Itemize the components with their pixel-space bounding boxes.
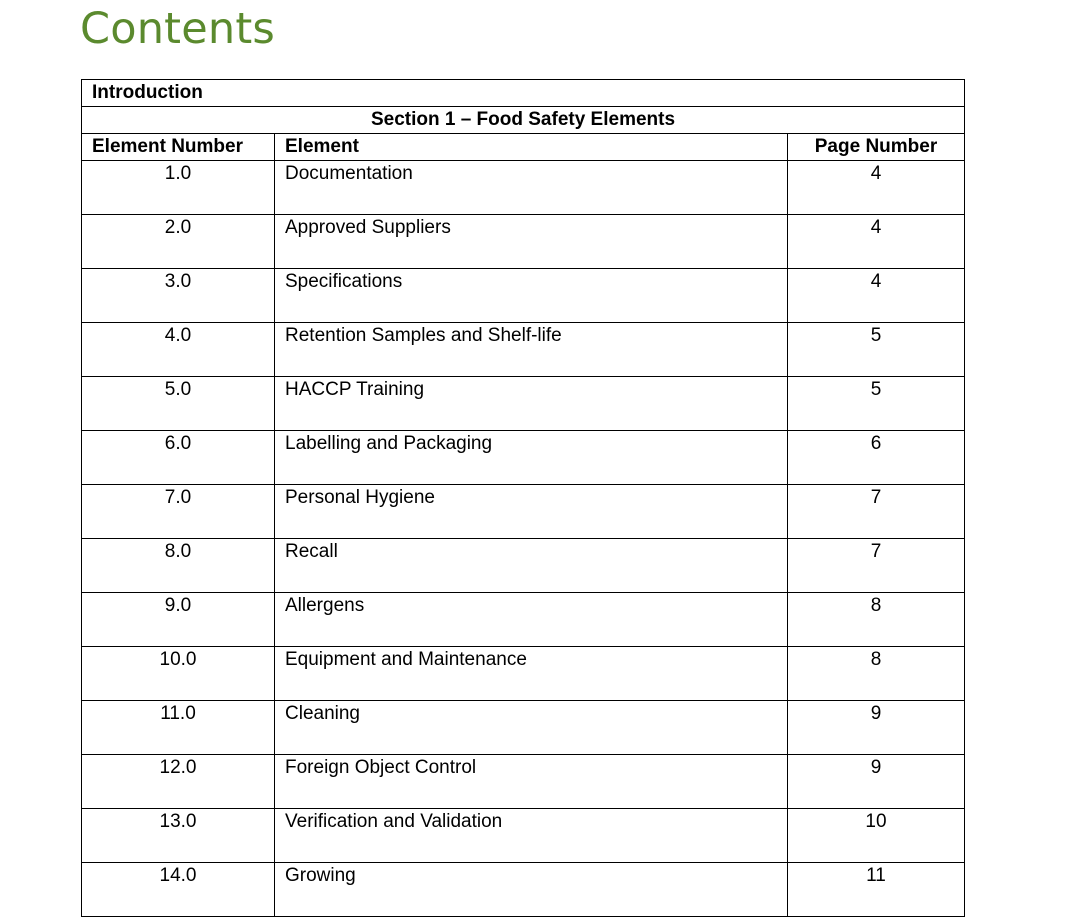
element-name: Documentation (275, 161, 788, 215)
page-number: 7 (788, 539, 965, 593)
element-number: 2.0 (82, 215, 275, 269)
page-number: 7 (788, 485, 965, 539)
page-number: 9 (788, 755, 965, 809)
table-row (82, 593, 965, 647)
column-header-page-number: Page Number (788, 134, 965, 161)
introduction-row (82, 80, 965, 107)
element-name: Foreign Object Control (275, 755, 788, 809)
element-name: Personal Hygiene (275, 485, 788, 539)
page-number: 11 (788, 863, 965, 917)
element-name: Growing (275, 863, 788, 917)
section-title-row (82, 107, 965, 134)
page-number: 6 (788, 431, 965, 485)
element-number: 5.0 (82, 377, 275, 431)
table-row (82, 431, 965, 485)
table-row (82, 863, 965, 917)
page-number: 4 (788, 215, 965, 269)
page-number: 4 (788, 161, 965, 215)
page-number: 8 (788, 593, 965, 647)
column-header-element: Element (275, 134, 788, 161)
page-number: 4 (788, 269, 965, 323)
table-row (82, 377, 965, 431)
column-header-row (82, 134, 965, 161)
element-number: 8.0 (82, 539, 275, 593)
table-row (82, 701, 965, 755)
element-name: Retention Samples and Shelf-life (275, 323, 788, 377)
table-row (82, 269, 965, 323)
table-row (82, 539, 965, 593)
element-name: Labelling and Packaging (275, 431, 788, 485)
page-number: 9 (788, 701, 965, 755)
element-number: 1.0 (82, 161, 275, 215)
introduction-label: Introduction (82, 80, 965, 107)
element-number: 9.0 (82, 593, 275, 647)
element-number: 3.0 (82, 269, 275, 323)
section-title: Section 1 – Food Safety Elements (82, 107, 965, 134)
table-row (82, 161, 965, 215)
table-row (82, 323, 965, 377)
element-name: Approved Suppliers (275, 215, 788, 269)
table-row (82, 647, 965, 701)
element-number: 4.0 (82, 323, 275, 377)
element-number: 10.0 (82, 647, 275, 701)
table-row (82, 215, 965, 269)
table-row (82, 755, 965, 809)
element-number: 7.0 (82, 485, 275, 539)
column-header-element-number: Element Number (82, 134, 275, 161)
page-number: 10 (788, 809, 965, 863)
element-name: Recall (275, 539, 788, 593)
table-row (82, 485, 965, 539)
page-title: Contents (80, 4, 276, 54)
element-name: Specifications (275, 269, 788, 323)
page-number: 8 (788, 647, 965, 701)
element-number: 6.0 (82, 431, 275, 485)
element-number: 11.0 (82, 701, 275, 755)
table-row (82, 809, 965, 863)
element-name: Equipment and Maintenance (275, 647, 788, 701)
page-number: 5 (788, 377, 965, 431)
contents-table (81, 79, 965, 917)
element-name: Allergens (275, 593, 788, 647)
element-name: Verification and Validation (275, 809, 788, 863)
element-name: Cleaning (275, 701, 788, 755)
element-name: HACCP Training (275, 377, 788, 431)
element-number: 13.0 (82, 809, 275, 863)
element-number: 14.0 (82, 863, 275, 917)
element-number: 12.0 (82, 755, 275, 809)
page-number: 5 (788, 323, 965, 377)
